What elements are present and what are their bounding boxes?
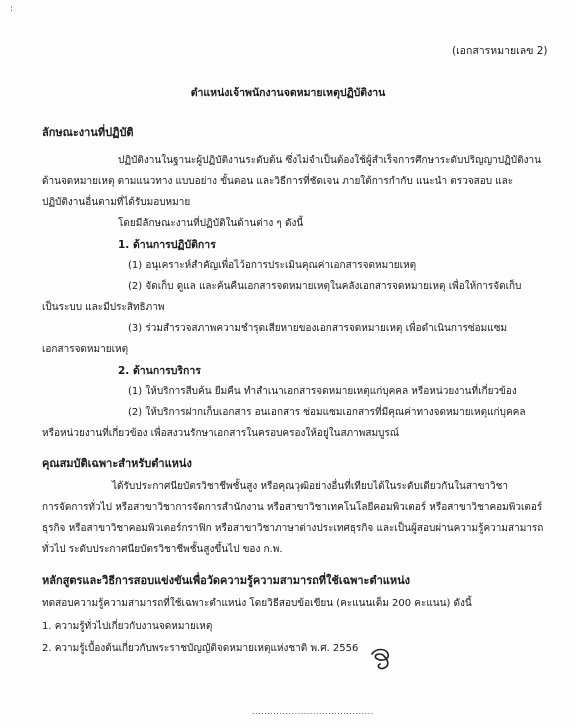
list-item-continuation: เป็นระบบ และมีประสิทธิภาพ: [42, 302, 165, 313]
page-title: ตำแหน่งเจ้าพนักงานจดหมายเหตุปฏิบัติงาน: [190, 87, 386, 99]
list-item-continuation: หรือหน่วยงานที่เกี่ยวข้อง เพื่อสงวนรักษาเอกสารในครอบครองให้อยู่ในสภาพสมบูรณ์: [42, 428, 400, 439]
list-item-continuation: เอกสารจดหมายเหตุ: [42, 344, 129, 355]
qualification-line: ได้รับประกาศนียบัตรวิชาชีพชั้นสูง หรือคุณวุฒิอย่างอื่นที่เทียบได้ในระดับเดียวกันในสาขาวิชา: [112, 481, 509, 492]
exam-lead: ทดสอบความรู้ความสามารถที่ใช้เฉพาะตำแหน่ง โดยวิธีสอบข้อเขียน (คะแนนเต็ม 200 คะแนน) ดังนี้: [42, 598, 472, 609]
exam-item: 2. ความรู้เบื้องต้นเกี่ยวกับพระราชบัญญัติจดหมายเหตุแห่งชาติ พ.ศ. 2556: [42, 643, 359, 654]
qualification-line: ธุรกิจ หรือสาขาวิชาคอมพิวเตอร์กราฟิก หรือสาขาวิชาภาษาต่างประเทศธุรกิจ และเป็นผู้สอบผ่านความรู้ความสามารถ: [42, 523, 544, 534]
list-item: (2) ให้บริการฝากเก็บเอกสาร อนเอกสาร ซ่อมแซมเอกสารที่มีคุณค่าทางจดหมายเหตุแก่บุคคล: [128, 407, 526, 418]
intro-lead: โดยมีลักษณะงานที่ปฏิบัติในด้านต่าง ๆ ดังนี้: [118, 218, 304, 229]
intro-line: ปฏิบัติงานในฐานะผู้ปฏิบัติงานระดับต้น ซึ่งไม่จำเป็นต้องใช้ผู้สำเร็จการศึกษาระดับปริญญาปฏิบัติงาน: [118, 155, 541, 166]
intro-line: ปฏิบัติงานอื่นตามที่ได้รับมอบหมาย: [42, 197, 191, 208]
intro-line: ด้านจดหมายเหตุ ตามแนวทาง แบบอย่าง ขั้นตอน และวิธีการที่ชัดเจน ภายใต้การกำกับ แนะนำ ตรวจสอบ และ: [42, 176, 514, 187]
list-item: (2) จัดเก็บ ดูแล และค้นคืนเอกสารจดหมายเหตุในคลังเอกสารจดหมายเหตุ เพื่อให้การจัดเก็บ: [128, 281, 522, 292]
exam-item: 1. ความรู้ทั่วไปเกี่ยวกับงานจดหมายเหตุ: [42, 621, 213, 632]
handwritten-signature: [366, 646, 400, 672]
list-item: (1) อนุเคราะห์สำคัญเพื่อไว้อการประเมินคุณค่าเอกสารจดหมายเหตุ: [128, 260, 417, 271]
subsection-heading-services: 2. ด้านการบริการ: [118, 365, 201, 377]
list-item: (1) ให้บริการสืบค้น ยืมคืน ทำสำเนาเอกสารจดหมายเหตุแก่บุคคล หรือหน่วยงานที่เกี่ยวข้อง: [128, 386, 517, 397]
qualification-line: การจัดการทั่วไป หรือสาขาวิชาการจัดการสำนักงาน หรือสาขาวิชาเทคโนโลยีคอมพิวเตอร์ หรือสาขาวิชาคอมพิวเตอร์: [42, 502, 543, 513]
qualification-line: ทั่วไป ระดับประกาศนียบัตรวิชาชีพชั้นสูงขึ้นไป ของ ก.พ.: [42, 544, 283, 555]
document-number: (เอกสารหมายเลข 2): [452, 45, 548, 57]
list-item: (3) ร่วมสำรวจสภาพความชำรุดเสียหายของเอกสารจดหมายเหตุ เพื่อดำเนินการซ่อมแซม: [128, 323, 508, 334]
corner-mark: :: [10, 4, 14, 14]
subsection-heading-operations: 1. ด้านการปฏิบัติการ: [118, 239, 216, 251]
section-heading-exam: หลักสูตรและวิธีการสอบแข่งขันเพื่อวัดความรู้ความสามารถที่ใช้เฉพาะตำแหน่ง: [42, 574, 411, 587]
footer-separator: ........................................: [252, 707, 374, 716]
section-heading-duties: ลักษณะงานที่ปฏิบัติ: [42, 126, 134, 139]
section-heading-qualifications: คุณสมบัติเฉพาะสำหรับตำแหน่ง: [42, 457, 192, 470]
